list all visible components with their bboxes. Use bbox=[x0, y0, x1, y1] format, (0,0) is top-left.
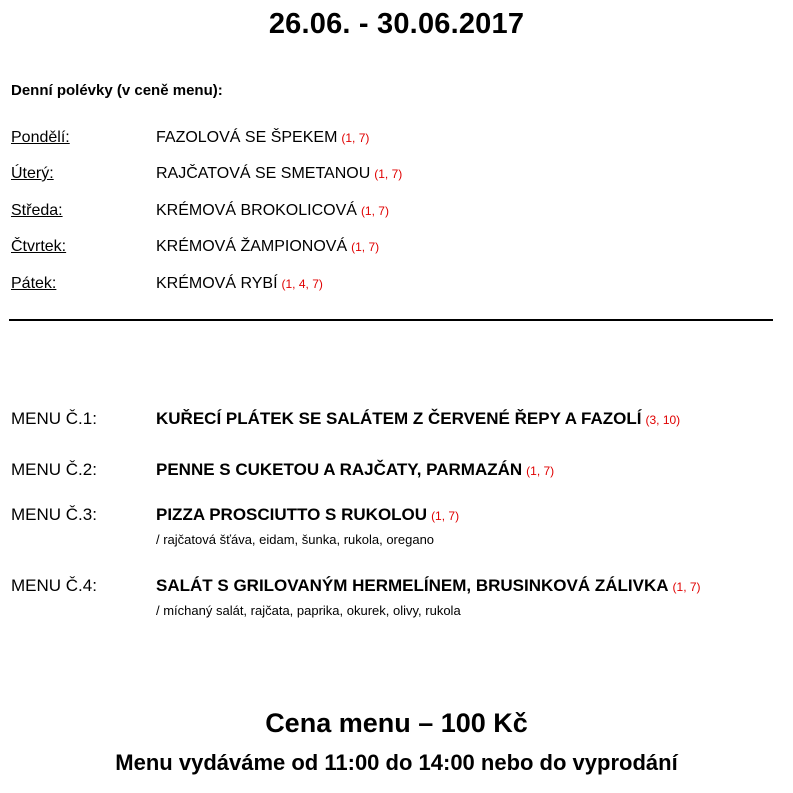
menu-dish-text: KUŘECÍ PLÁTEK SE SALÁTEM Z ČERVENÉ ŘEPY A FAZOLÍ bbox=[156, 409, 642, 428]
soup-name-text: FAZOLOVÁ SE ŠPEKEM bbox=[156, 129, 338, 146]
soup-name-text: KRÉMOVÁ ŽAMPIONOVÁ bbox=[156, 238, 348, 255]
soup-name-text: KRÉMOVÁ RYBÍ bbox=[156, 275, 278, 292]
soup-name-text: KRÉMOVÁ BROKOLICOVÁ bbox=[156, 202, 357, 219]
soup-day: Čtvrtek: bbox=[11, 238, 67, 255]
soup-name bbox=[156, 165, 402, 183]
menu-dish bbox=[156, 576, 701, 596]
menu-allergens: (1, 7) bbox=[526, 464, 555, 478]
menu-allergens: (1, 7) bbox=[431, 509, 460, 523]
soup-allergens: (1, 7) bbox=[374, 167, 403, 181]
section-divider bbox=[9, 319, 773, 321]
soup-allergens: (1, 7) bbox=[360, 204, 389, 218]
menu-price: Cena menu – 100 Kč bbox=[265, 708, 528, 738]
menu-dish bbox=[156, 505, 459, 525]
menu-allergens: (1, 7) bbox=[672, 580, 701, 594]
menu-ingredients: / rajčatová šťáva, eidam, šunka, rukola, oregano bbox=[156, 532, 435, 547]
serving-hours: Menu vydáváme od 11:00 do 14:00 nebo do vyprodání bbox=[115, 750, 678, 775]
soup-day: Pondělí: bbox=[11, 129, 70, 146]
soup-allergens: (1, 7) bbox=[341, 131, 370, 145]
soup-day: Pátek: bbox=[11, 275, 57, 292]
menu-label: MENU Č.1: bbox=[11, 409, 97, 428]
page-title: 26.06. - 30.06.2017 bbox=[268, 8, 525, 40]
menu-dish bbox=[156, 460, 554, 480]
menu-dish-text: SALÁT S GRILOVANÝM HERMELÍNEM, BRUSINKOVÁ ZÁLIVKA bbox=[156, 576, 669, 595]
soup-day: Úterý: bbox=[11, 165, 54, 182]
soup-day: Středa: bbox=[11, 202, 63, 219]
menu-label: MENU Č.4: bbox=[11, 576, 97, 595]
menu-dish bbox=[156, 409, 680, 429]
soup-name bbox=[156, 129, 369, 147]
soup-allergens: (1, 4, 7) bbox=[281, 277, 323, 291]
menu-ingredients: / míchaný salát, rajčata, paprika, okurek, olivy, rukola bbox=[156, 603, 461, 618]
menu-allergens: (3, 10) bbox=[645, 413, 681, 427]
soups-heading: Denní polévky (v ceně menu): bbox=[11, 82, 223, 99]
menu-dish-text: PIZZA PROSCIUTTO S RUKOLOU bbox=[156, 505, 428, 524]
soup-name bbox=[156, 202, 389, 220]
soup-name-text: RAJČATOVÁ SE SMETANOU bbox=[156, 165, 371, 182]
soup-name bbox=[156, 238, 379, 256]
menu-label: MENU Č.2: bbox=[11, 460, 97, 479]
menu-dish-text: PENNE S CUKETOU A RAJČATY, PARMAZÁN bbox=[156, 460, 523, 479]
soup-name bbox=[156, 275, 323, 293]
menu-label: MENU Č.3: bbox=[11, 505, 97, 524]
soup-allergens: (1, 7) bbox=[351, 240, 380, 254]
